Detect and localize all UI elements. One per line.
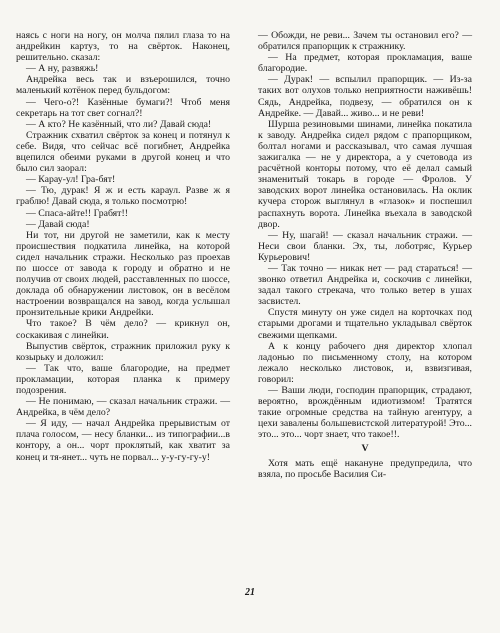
chapter-heading: V [361,443,369,455]
paragraph: — Так что, ваше благородие, на предмет прокламации, которая планка к примеру подозрения. [16,362,230,396]
left-column [16,30,230,463]
paragraph: А к концу рабочего дня директор хлопал ладонью по письменному столу, на котором лежало несколько листовок, и, взвизгивая, говорил: [258,340,472,385]
paragraph: — Чего-о?! Казённые бумаги?! Чтоб меня секретарь на тот свет согнал?! [16,96,230,119]
paragraph: — Обожди, не реви... Зачем ты остановил его? — обратился прапорщик к стражнику. [258,30,472,53]
paragraph: — Давай сюда! [26,218,90,230]
paragraph: — Я иду, — начал Андрейка прерывистым от плача голосом, — несу бланки... из типографии...в контору, а он... чорт проклятый, как хватит за конец и тя-янет... чуть не порвал... у-у-гу-гу-у! [16,418,230,463]
paragraph: — Дурак! — вспылил прапорщик. — Из-за таких вот олухов только неприятности наживёшь! Сядь, Андрейка, подвезу, — обратился он к Андрейке. — Давай... живо... и не реви! [258,74,472,119]
paragraph: Хотя мать ещё накануне предупредила, что взяла, по просьбе Василия Си- [258,457,472,480]
page-number: 21 [245,587,255,598]
paragraph: — Ну, шагай! — сказал начальник стражи. — Неси свои бланки. Эх, ты, лоботряс, Курьер Курьерович! [258,229,472,263]
paragraph: — Тю, дурак! Я ж и есть караул. Разве ж я граблю! Давай сюда, я только посмотрю! [16,185,230,208]
paragraph: — Карау-ул! Гра-бят! [26,174,116,186]
paragraph: Стражник схватил свёрток за конец и потянул к себе. Видя, что сейчас всё погибнет, Андрейка вцепился обеими руками в другой конец и что было сил заорал: [16,129,230,175]
paragraph: — А ну, развяжь! [26,63,99,75]
paragraph: — Ваши люди, господин прапорщик, страдают, вероятно, врождённым идиотизмом! Тратятся такие огромные средства на тайную агентуру, а цехи завалены большевистской литературой! Это... это... это... чорт знает, что такое!!. [258,385,472,441]
paragraph: Спустя минуту он уже сидел на корточках под старыми дрогами и тщательно укладывал свёрток свежими щепками. [258,307,472,341]
paragraph: Шурша резиновыми шинами, линейка покатила к заводу. Андрейка сидел рядом с прапорщиком, болтал ногами и рассказывал, что самая лучшая зажигалка — не у директора, а у счетовода из расчётной конторы потому, что её делал самый знаменитый токарь в городе — Фролов. У заводских ворот линейка остановилась. На оклик кучера сторож выглянул в «глазок» и поспешил распахнуть ворота. Линейка въехала в заводской двор. [258,118,472,230]
paragraph: — На предмет, которая прокламация, ваше благородие. [258,52,472,75]
paragraph: — Спаса-айте!! Грабят!! [26,207,128,219]
paragraph: Что такое? В чём дело? — крикнул он, соскакивая с линейки. [16,318,230,341]
paragraph: Выпустив свёрток, стражник приложил руку к козырьку и доложил: [16,340,230,363]
paragraph: — А кто? Не казённый, что ли? Давай сюда! [26,118,212,130]
paragraph: наясь с ноги на ногу, он молча пялил глаза то на андрейкин картуз, то на свёрток. Наконец, решительно. сказал: [16,30,230,64]
paragraph: — Так точно — никак нет — рад стараться! — звонко ответил Андрейка и, соскочив с линейки, задал такого стрекача, что только ветер в ушах засвистел. [258,262,472,308]
paragraph: Андрейка весь так и взъерошился, точно маленький котёнок перед бульдогом: [16,74,230,97]
paragraph: Ни тот, ни другой не заметили, как к месту происшествия подкатила линейка, на которой сидел начальник стражи. Несколько раз проехав по шоссе от завода к городу и обратно и не получив от своих людей, расставленных по шоссе, доклада об обнаружении листовок, он в весёлом настроении возвращался на завод, когда услышал пронзительные крики Андрейки. [16,229,230,319]
right-column [258,30,472,480]
paragraph: — Не понимаю, — сказал начальник стражи. — Андрейка, в чём дело? [16,396,230,419]
